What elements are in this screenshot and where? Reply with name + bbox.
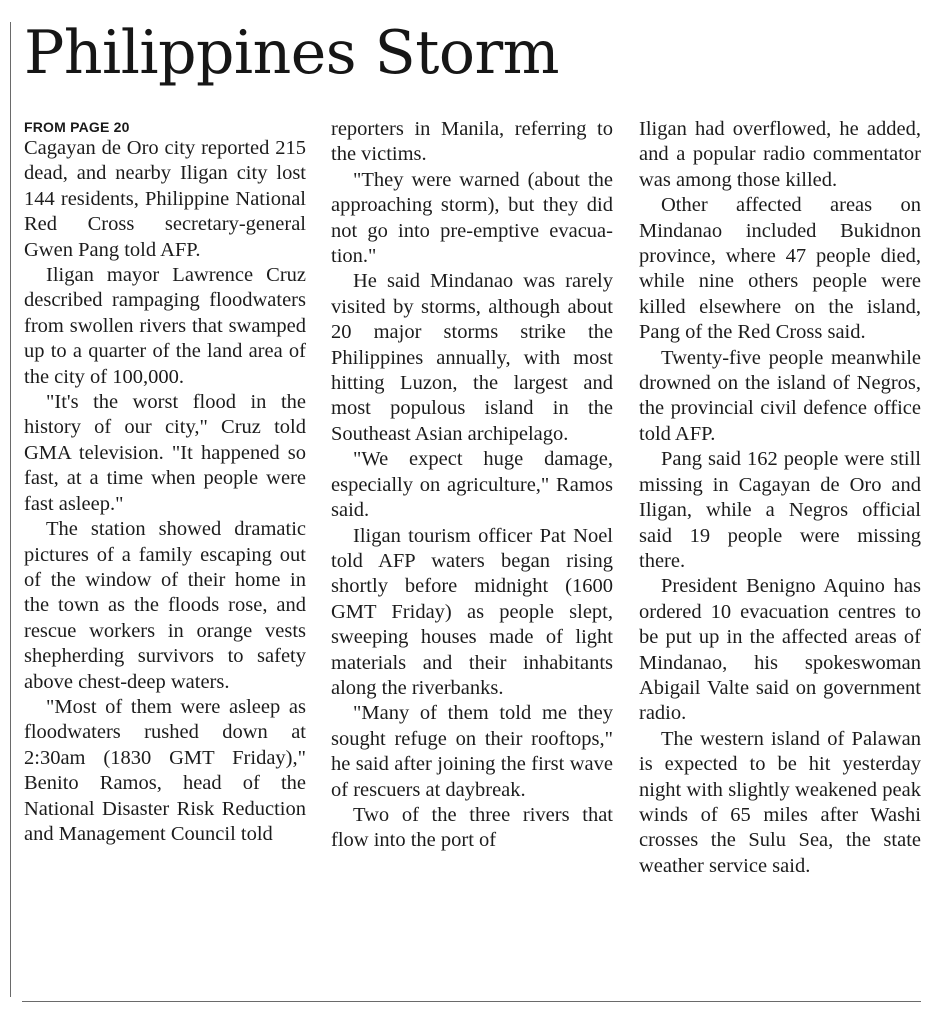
paragraph: The western island of Palawan is expected to be hit yesterday night with slightly weakened peak winds of 65 miles after Washi crosses the Sulu Sea, the state weather service said.: [639, 727, 921, 877]
article-column-3: [639, 117, 921, 879]
paragraph: Iligan had overflowed, he added, and a popular radio commentator was among those killed.: [639, 118, 921, 191]
paragraph: Twenty-five people meanwhile drowned on the island of Negros, the provincial civil defence office told AFP.: [639, 346, 921, 445]
paragraph: Iligan mayor Lawrence Cruz described rampaging floodwaters from swollen rivers that swamped up to a quarter of the land area of the city of 100,000.: [24, 264, 306, 388]
paragraph: "Many of them told me they sought refuge on their rooftops," he said after joining the first wave of rescuers at daybreak.: [331, 702, 613, 801]
article-column-2: [331, 117, 613, 854]
paragraph: President Benigno Aquino has ordered 10 evacuation centres to be put up in the affected areas of Mindanao, his spokeswoman Abigail Valte said on government radio.: [639, 575, 921, 725]
paragraph: "Most of them were asleep as floodwaters rushed down at 2:30am (1830 GMT Friday)," Benito Ramos, head of the National Disaster Risk Reduction and Management Council told: [24, 695, 306, 845]
paragraph: Iligan tourism officer Pat Noel told AFP waters began rising shortly before midnight (1600 GMT Friday) as people slept, sweeping houses made of light materials and their inhabitants along the riverbanks.: [331, 524, 613, 699]
paragraph: He said Mindanao was rarely visited by storms, although about 20 major storms strike the Philippines annually, with most hitting Luzon, the largest and most populous island in the Southeast Asian archipelago.: [331, 270, 613, 445]
bottom-rule: [22, 1001, 921, 1002]
paragraph: "They were warned (about the approaching storm), but they did not go into pre-emptive evacuation.": [331, 168, 613, 268]
paragraph: The station showed dramatic pictures of a family escaping out of the window of their home in the town as the floods rose, and rescue workers in orange vests shepherding survivors to safety above chest-deep waters.: [24, 518, 306, 693]
paragraph: Cagayan de Oro city reported 215 dead, and nearby Iligan city lost 144 residents, Philippine National Red Cross secretary-general Gwen Pang told AFP.: [24, 137, 306, 261]
paragraph: "We expect huge damage, especially on agriculture," Ramos said.: [331, 448, 613, 522]
left-column-rule: [10, 22, 11, 997]
paragraph: reporters in Manila, referring to the victims.: [331, 118, 613, 166]
article-column-1: [24, 117, 306, 847]
continued-from-label: FROM PAGE 20: [24, 119, 130, 135]
paragraph: Two of the three rivers that flow into the port of: [331, 803, 613, 852]
paragraph: "It's the worst flood in the history of our city," Cruz told GMA television. "It happened so fast, at a time when people were fast asleep.": [24, 391, 306, 515]
paragraph: Other affected areas on Mindanao included Bukidnon province, where 47 people died, while nine others people were killed elsewhere on the island, Pang of the Red Cross said.: [639, 194, 921, 344]
headline: Philippines Storm: [24, 18, 560, 88]
paragraph: Pang said 162 people were still missing in Cagayan de Oro and Iligan, while a Negros official said 19 people were missing there.: [639, 448, 921, 572]
